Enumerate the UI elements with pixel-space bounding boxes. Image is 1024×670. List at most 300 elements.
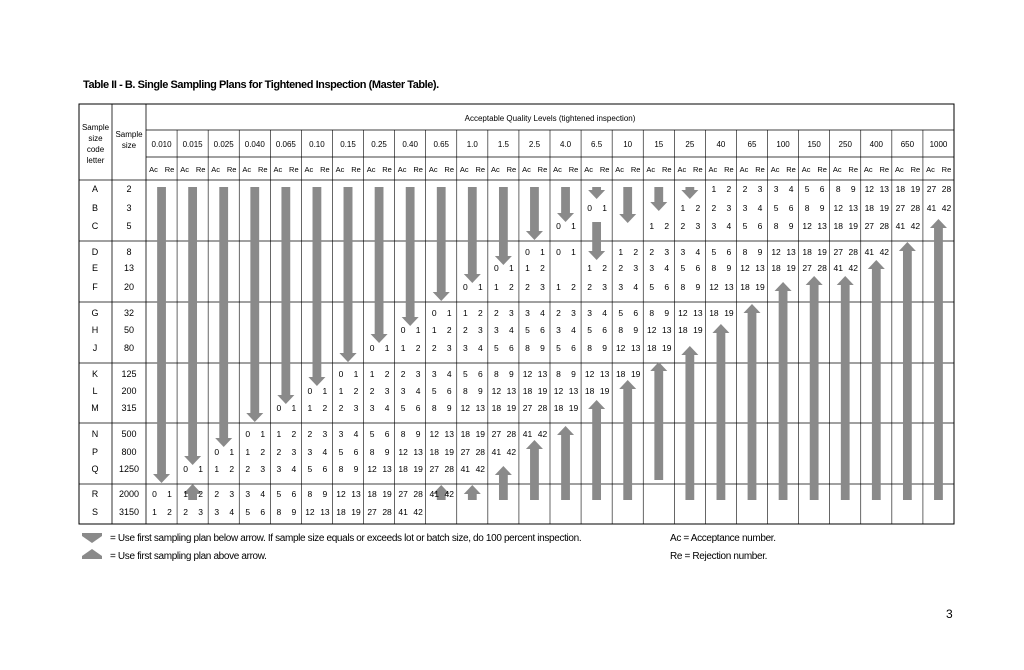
aql-level-0.065: 0.065	[275, 140, 296, 149]
code-letter-R: R	[91, 489, 99, 499]
down-arrow	[681, 187, 698, 199]
sample-size-800: 800	[121, 447, 137, 457]
aql-level-0.025: 0.025	[213, 140, 234, 149]
plan-re: 1	[602, 203, 607, 213]
plan-re: 6	[726, 247, 732, 257]
plan-re: 6	[260, 507, 266, 517]
plan-re: 28	[879, 221, 890, 231]
down-arrow	[588, 187, 605, 199]
plan-re: 6	[509, 343, 514, 353]
up-arrow	[744, 304, 761, 500]
re-header: Re	[164, 165, 175, 174]
plan-ac: 3	[494, 325, 499, 335]
re-header: Re	[786, 165, 796, 174]
plan-re: 19	[910, 184, 921, 194]
plan-re: 4	[633, 282, 639, 292]
plan-ac: 8	[773, 221, 779, 231]
plan-re: 9	[322, 489, 328, 499]
plan-re: 3	[291, 447, 297, 457]
code-letter-D: D	[91, 247, 99, 257]
plan-ac: 18	[802, 247, 812, 257]
sample-size-3: 3	[126, 203, 132, 213]
legend-down-arrow-icon	[82, 533, 102, 543]
plan-re: 6	[291, 489, 297, 499]
plan-ac: 3	[587, 308, 592, 318]
plan-ac: 1	[556, 282, 561, 292]
up-arrow	[650, 362, 667, 480]
plan-re: 4	[353, 429, 359, 439]
plan-re: 3	[695, 221, 701, 231]
plan-re: 6	[353, 447, 359, 457]
plan-re: 9	[415, 429, 421, 439]
plan-ac: 12	[367, 464, 377, 474]
plan-ac: 1	[245, 447, 251, 457]
aql-level-650: 650	[900, 140, 915, 149]
sample-size-8: 8	[126, 247, 132, 257]
legend-re-text: Re = Rejection number.	[670, 551, 768, 562]
aql-level-400: 400	[869, 140, 883, 149]
plan-ac: 12	[522, 369, 533, 379]
re-header: Re	[724, 165, 734, 174]
plan-ac: 1	[369, 369, 375, 379]
plan-re: 3	[726, 203, 732, 213]
plan-re: 13	[817, 221, 827, 231]
plan-re: 9	[788, 221, 794, 231]
plan-re: 13	[382, 464, 392, 474]
plan-re: 3	[477, 325, 483, 335]
re-header: Re	[351, 165, 361, 174]
ac-header: Ac	[242, 165, 252, 174]
ac-header: Ac	[677, 165, 687, 174]
plan-re: 6	[477, 369, 483, 379]
plan-ac: 41	[398, 507, 408, 517]
code-letter-G: G	[91, 308, 99, 318]
plan-re: 4	[726, 221, 732, 231]
plan-re: 28	[444, 464, 454, 474]
plan-re: 6	[819, 184, 825, 194]
plan-ac: 41	[833, 263, 843, 273]
aql-level-100: 100	[776, 140, 790, 149]
re-header: Re	[320, 165, 330, 174]
plan-ac: 41	[460, 464, 471, 474]
plan-ac: 0	[525, 247, 530, 257]
plan-ac: 27	[802, 263, 812, 273]
re-header: Re	[195, 165, 206, 174]
plan-ac: 1	[307, 403, 313, 413]
plan-re: 19	[444, 447, 454, 457]
plan-re: 19	[413, 464, 423, 474]
plan-ac: 12	[802, 221, 812, 231]
plan-ac: 12	[740, 263, 750, 273]
plan-re: 19	[817, 247, 827, 257]
plan-ac: 2	[587, 282, 592, 292]
code-letter-M: M	[91, 403, 99, 413]
ac-header: Ac	[832, 165, 842, 174]
plan-ac: 18	[553, 403, 564, 413]
plan-ac: 3	[649, 263, 655, 273]
plan-ac: 8	[276, 507, 282, 517]
plan-re: 1	[291, 403, 297, 413]
plan-ac: 18	[864, 203, 875, 213]
down-arrow	[308, 187, 325, 386]
plan-re: 1	[167, 489, 172, 499]
plan-ac: 2	[618, 263, 624, 273]
plan-re: 9	[726, 263, 732, 273]
code-letter-N: N	[91, 429, 99, 439]
re-header: Re	[630, 165, 641, 174]
plan-re: 3	[540, 282, 545, 292]
plan-ac: 18	[647, 343, 657, 353]
sample-size-80: 80	[123, 343, 135, 353]
page-number: 3	[946, 607, 953, 621]
up-arrow	[775, 282, 792, 500]
re-header: Re	[599, 165, 610, 174]
plan-ac: 8	[742, 247, 748, 257]
code-letter-S: S	[91, 507, 99, 517]
plan-ac: 18	[709, 308, 719, 318]
plan-re: 6	[788, 203, 794, 213]
plan-re: 1	[509, 263, 514, 273]
plan-re: 19	[351, 507, 361, 517]
re-header: Re	[413, 165, 423, 174]
plan-re: 4	[322, 447, 328, 457]
aql-level-0.015: 0.015	[182, 140, 203, 149]
down-arrow	[433, 187, 450, 301]
plan-re: 2	[415, 343, 421, 353]
plan-ac: 0	[431, 308, 437, 318]
plan-re: 1	[571, 221, 576, 231]
plan-ac: 8	[556, 369, 561, 379]
plan-re: 13	[693, 308, 703, 318]
plan-ac: 3	[773, 184, 779, 194]
plan-ac: 2	[742, 184, 748, 194]
sample-size-5: 5	[126, 221, 132, 231]
plan-ac: 1	[338, 386, 344, 396]
plan-re: 3	[664, 247, 670, 257]
plan-ac: 0	[462, 282, 468, 292]
plan-ac: 5	[587, 325, 592, 335]
ac-header: Ac	[615, 165, 625, 174]
ac-header: Ac	[491, 165, 500, 174]
plan-re: 3	[757, 184, 763, 194]
plan-ac: 12	[336, 489, 346, 499]
plan-ac: 0	[183, 464, 188, 474]
down-arrow	[277, 187, 294, 404]
plan-ac: 5	[742, 221, 748, 231]
sample-size-20: 20	[123, 282, 135, 292]
plan-re: 28	[537, 403, 548, 413]
plan-ac: 41	[895, 221, 906, 231]
ac-header: Ac	[646, 165, 656, 174]
plan-re: 3	[571, 308, 576, 318]
legend-up-arrow-icon	[82, 549, 102, 559]
plan-re: 28	[382, 507, 392, 517]
plan-re: 4	[384, 403, 390, 413]
down-arrow	[495, 187, 512, 265]
plan-ac: 3	[276, 464, 282, 474]
ac-header: Ac	[180, 165, 189, 174]
plan-ac: 8	[431, 403, 437, 413]
up-arrow	[526, 440, 543, 500]
plan-re: 4	[788, 184, 794, 194]
plan-re: 1	[260, 429, 266, 439]
plan-re: 4	[757, 203, 763, 213]
plan-re: 42	[537, 429, 548, 439]
plan-re: 6	[664, 282, 670, 292]
ac-header: Ac	[584, 165, 593, 174]
plan-re: 19	[475, 429, 486, 439]
plan-ac: 12	[305, 507, 315, 517]
plan-ac: 18	[522, 386, 533, 396]
up-arrow	[712, 324, 729, 500]
down-arrow	[153, 187, 170, 483]
plan-ac: 18	[833, 221, 843, 231]
plan-re: 2	[540, 263, 545, 273]
plan-re: 3	[353, 403, 359, 413]
plan-re: 2	[726, 184, 732, 194]
plan-ac: 18	[460, 429, 471, 439]
plan-ac: 2	[214, 489, 220, 499]
plan-re: 13	[724, 282, 734, 292]
plan-ac: 5	[804, 184, 810, 194]
plan-ac: 12	[678, 308, 688, 318]
plan-ac: 3	[462, 343, 468, 353]
plan-ac: 0	[276, 403, 282, 413]
down-arrow	[619, 187, 636, 223]
plan-ac: 2	[307, 429, 313, 439]
up-arrow	[619, 380, 636, 500]
up-arrow	[588, 400, 605, 500]
sample-size-2000: 2000	[118, 489, 140, 499]
plan-ac: 12	[553, 386, 564, 396]
ac-header: Ac	[273, 165, 283, 174]
plan-re: 13	[506, 386, 517, 396]
ac-header: Ac	[863, 165, 873, 174]
plan-re: 13	[879, 184, 890, 194]
code-letter-E: E	[91, 263, 99, 273]
plan-ac: 27	[429, 464, 439, 474]
plan-ac: 5	[525, 325, 530, 335]
sample-size-500: 500	[121, 429, 137, 439]
aql-level-0.25: 0.25	[371, 140, 387, 149]
re-header: Re	[879, 165, 890, 174]
ac-header: Ac	[397, 165, 407, 174]
down-arrow	[215, 187, 232, 447]
legend-ac-text: Ac = Acceptance number.	[670, 533, 776, 544]
re-header: Re	[382, 165, 392, 174]
plan-re: 1	[540, 247, 545, 257]
down-arrow	[340, 187, 357, 362]
plan-ac: 27	[895, 203, 906, 213]
plan-ac: 2	[183, 507, 188, 517]
aql-level-0.010: 0.010	[151, 140, 172, 149]
down-arrow	[402, 187, 419, 326]
plan-re: 13	[444, 429, 454, 439]
plan-re: 9	[540, 343, 545, 353]
plan-ac: 18	[336, 507, 346, 517]
plan-re: 13	[320, 507, 330, 517]
plan-re: 2	[260, 447, 266, 457]
plan-re: 6	[757, 221, 763, 231]
code-letter-B: B	[91, 203, 99, 213]
plan-ac: 12	[647, 325, 657, 335]
legend-down-text: = Use first sampling plan below arrow. If sample size equals or exceeds lot or batch size, do 100 percent inspection.	[110, 533, 582, 544]
plan-ac: 27	[926, 184, 937, 194]
plan-re: 9	[664, 308, 670, 318]
aql-level-2.5: 2.5	[528, 140, 541, 149]
up-arrow	[837, 276, 854, 500]
plan-ac: 8	[804, 203, 810, 213]
plan-ac: 5	[245, 507, 251, 517]
plan-re: 28	[475, 447, 486, 457]
plan-re: 13	[475, 403, 486, 413]
plan-re: 9	[509, 369, 514, 379]
plan-ac: 5	[494, 343, 499, 353]
plan-re: 13	[413, 447, 423, 457]
code-letter-header: Sample	[81, 123, 110, 132]
plan-ac: 2	[649, 247, 655, 257]
up-arrow	[557, 426, 574, 500]
plan-re: 4	[260, 489, 266, 499]
code-letter-P: P	[91, 447, 99, 457]
plan-ac: 3	[245, 489, 251, 499]
ac-header: Ac	[211, 165, 221, 174]
re-header: Re	[537, 165, 548, 174]
plan-ac: 5	[400, 403, 406, 413]
plan-re: 13	[662, 325, 672, 335]
plan-ac: 8	[587, 343, 592, 353]
plan-ac: 2	[494, 308, 499, 318]
plan-re: 1	[353, 369, 359, 379]
plan-re: 19	[382, 489, 392, 499]
ac-header: Ac	[801, 165, 811, 174]
plan-re: 19	[537, 386, 548, 396]
plan-re: 3	[229, 489, 235, 499]
plan-re: 2	[602, 263, 607, 273]
plan-re: 42	[910, 221, 921, 231]
legend-up-text: = Use first sampling plan above arrow.	[110, 551, 267, 562]
re-header: Re	[257, 165, 268, 174]
plan-ac: 5	[649, 282, 655, 292]
plan-ac: 8	[680, 282, 686, 292]
plan-ac: 5	[773, 203, 779, 213]
plan-ac: 8	[525, 343, 530, 353]
plan-ac: 1	[400, 343, 406, 353]
plan-ac: 27	[833, 247, 843, 257]
plan-ac: 5	[462, 369, 468, 379]
plan-ac: 5	[369, 429, 375, 439]
plan-ac: 27	[367, 507, 377, 517]
plan-re: 1	[198, 464, 203, 474]
code-letter-A: A	[91, 184, 99, 194]
plan-re: 1	[384, 343, 390, 353]
down-arrow	[557, 187, 574, 222]
plan-ac: 27	[864, 221, 875, 231]
code-letter-K: K	[91, 369, 99, 379]
sample-size-32: 32	[123, 308, 135, 318]
plan-ac: 5	[618, 308, 624, 318]
sample-size-1250: 1250	[118, 464, 140, 474]
plan-ac: 12	[491, 386, 502, 396]
plan-re: 2	[633, 247, 639, 257]
plan-re: 2	[664, 221, 670, 231]
plan-re: 1	[322, 386, 328, 396]
plan-re: 4	[664, 263, 670, 273]
plan-re: 3	[633, 263, 639, 273]
up-arrow	[495, 466, 512, 500]
aql-level-1.0: 1.0	[466, 140, 478, 149]
plan-re: 42	[413, 507, 423, 517]
re-header: Re	[226, 165, 237, 174]
aql-level-65: 65	[747, 140, 757, 149]
plan-ac: 18	[491, 403, 502, 413]
plan-re: 19	[724, 308, 734, 318]
aql-level-0.10: 0.10	[309, 140, 325, 149]
plan-ac: 0	[400, 325, 406, 335]
plan-re: 9	[353, 464, 359, 474]
ac-header: Ac	[149, 165, 158, 174]
ac-header: Ac	[522, 165, 531, 174]
plan-ac: 3	[742, 203, 748, 213]
plan-re: 42	[879, 247, 890, 257]
plan-re: 1	[477, 282, 483, 292]
plan-re: 1	[415, 325, 421, 335]
plan-ac: 1	[618, 247, 624, 257]
plan-re: 6	[571, 343, 576, 353]
plan-re: 1	[571, 247, 576, 257]
plan-re: 9	[633, 325, 639, 335]
plan-re: 13	[537, 369, 548, 379]
up-arrow	[868, 260, 885, 500]
plan-ac: 0	[369, 343, 375, 353]
plan-re: 13	[848, 203, 858, 213]
ac-header: Ac	[708, 165, 718, 174]
plan-ac: 18	[367, 489, 377, 499]
ac-header: Ac	[428, 165, 438, 174]
plan-re: 3	[198, 507, 203, 517]
plan-ac: 41	[429, 489, 439, 499]
aql-level-4.0: 4.0	[559, 140, 572, 149]
code-letter-header: letter	[86, 156, 105, 165]
plan-ac: 3	[618, 282, 624, 292]
plan-ac: 2	[369, 386, 375, 396]
plan-ac: 2	[525, 282, 530, 292]
plan-re: 42	[475, 464, 486, 474]
aql-level-10: 10	[623, 140, 633, 149]
re-header: Re	[910, 165, 921, 174]
plan-re: 9	[819, 203, 825, 213]
plan-ac: 2	[338, 403, 344, 413]
sample-size-header: Sample	[115, 130, 143, 139]
plan-ac: 41	[522, 429, 533, 439]
plan-re: 4	[509, 325, 514, 335]
plan-ac: 0	[214, 447, 220, 457]
plan-ac: 0	[152, 489, 157, 499]
plan-re: 9	[384, 447, 390, 457]
plan-ac: 2	[556, 308, 561, 318]
plan-ac: 1	[214, 464, 220, 474]
plan-ac: 41	[864, 247, 875, 257]
plan-re: 9	[757, 247, 763, 257]
plan-re: 19	[599, 386, 610, 396]
plan-re: 28	[941, 184, 952, 194]
plan-re: 2	[477, 308, 483, 318]
plan-re: 13	[568, 386, 579, 396]
plan-ac: 0	[556, 221, 561, 231]
plan-re: 4	[602, 308, 607, 318]
plan-ac: 2	[462, 325, 468, 335]
plan-ac: 27	[398, 489, 408, 499]
